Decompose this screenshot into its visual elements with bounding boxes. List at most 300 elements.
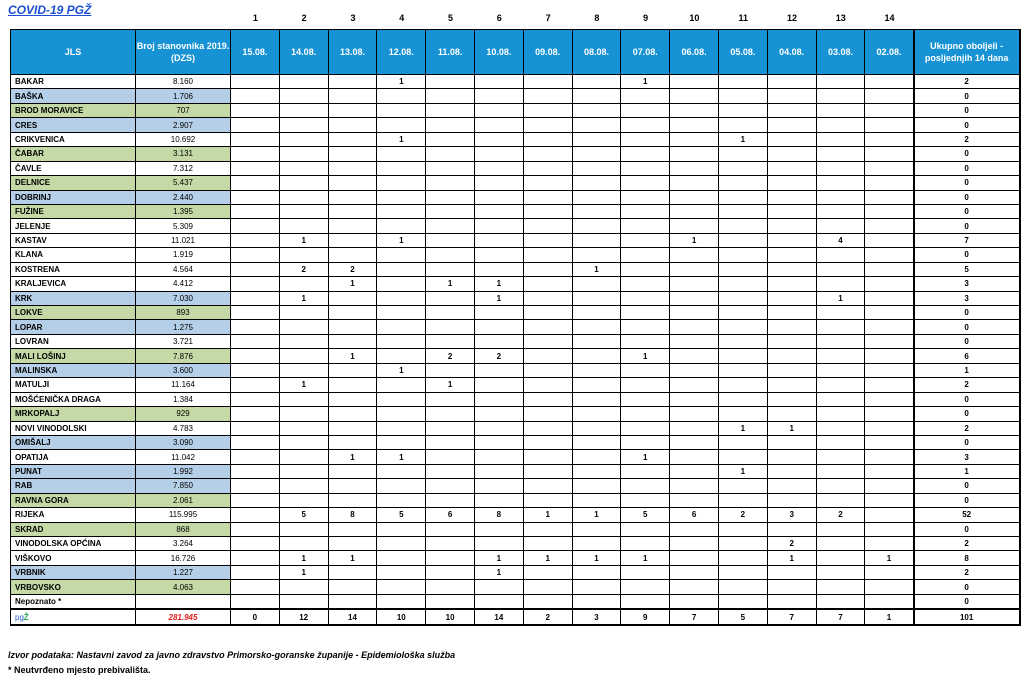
table-row xyxy=(11,421,1020,435)
case-count-cell xyxy=(523,306,572,320)
case-count-cell xyxy=(377,349,426,363)
case-count-cell xyxy=(670,320,719,334)
case-count-cell xyxy=(426,147,475,161)
case-count-cell xyxy=(328,75,377,89)
case-count-cell: 8 xyxy=(474,508,523,522)
case-count-cell xyxy=(231,392,280,406)
table-row xyxy=(11,233,1020,247)
municipality-name: BAŠKA xyxy=(11,89,136,103)
case-count-cell xyxy=(816,522,865,536)
table-row xyxy=(11,75,1020,89)
case-count-cell xyxy=(816,378,865,392)
total-cases-cell: 0 xyxy=(914,306,1020,320)
case-count-cell xyxy=(670,248,719,262)
case-count-cell xyxy=(474,378,523,392)
day-number: 7 xyxy=(545,13,551,23)
case-count-cell xyxy=(523,479,572,493)
case-count-cell xyxy=(816,551,865,565)
case-count-cell xyxy=(377,248,426,262)
case-count-cell xyxy=(377,176,426,190)
date-header: 04.08. xyxy=(767,30,816,75)
case-count-cell: 5 xyxy=(279,508,328,522)
total-cases-cell: 0 xyxy=(914,161,1020,175)
daily-total-cell: 1 xyxy=(865,609,914,625)
case-count-cell: 1 xyxy=(474,291,523,305)
case-count-cell xyxy=(523,320,572,334)
case-count-cell xyxy=(621,190,670,204)
case-count-cell xyxy=(328,378,377,392)
case-count-cell: 5 xyxy=(621,508,670,522)
case-count-cell xyxy=(377,421,426,435)
population-value: 2.440 xyxy=(136,190,231,204)
case-count-cell xyxy=(767,479,816,493)
case-count-cell xyxy=(377,147,426,161)
case-count-cell xyxy=(767,89,816,103)
case-count-cell xyxy=(474,363,523,377)
total-cases-cell: 0 xyxy=(914,103,1020,117)
case-count-cell xyxy=(426,176,475,190)
case-count-cell xyxy=(377,320,426,334)
table-row xyxy=(11,334,1020,348)
daily-total-cell: 9 xyxy=(621,609,670,625)
case-count-cell xyxy=(474,537,523,551)
case-count-cell xyxy=(767,594,816,609)
case-count-cell xyxy=(231,75,280,89)
date-header: 14.08. xyxy=(279,30,328,75)
case-count-cell xyxy=(474,320,523,334)
date-header: 02.08. xyxy=(865,30,914,75)
case-count-cell xyxy=(865,493,914,507)
case-count-cell xyxy=(816,320,865,334)
case-count-cell xyxy=(865,118,914,132)
case-count-cell xyxy=(572,493,621,507)
case-count-cell xyxy=(523,349,572,363)
total-cases-cell: 0 xyxy=(914,594,1020,609)
municipality-name: VRBOVSKO xyxy=(11,580,136,594)
case-count-cell xyxy=(377,334,426,348)
case-count-cell xyxy=(572,204,621,218)
case-count-cell xyxy=(377,190,426,204)
table-row xyxy=(11,161,1020,175)
case-count-cell xyxy=(231,435,280,449)
population-value: 1.919 xyxy=(136,248,231,262)
case-count-cell xyxy=(231,407,280,421)
case-count-cell xyxy=(523,421,572,435)
case-count-cell xyxy=(670,75,719,89)
case-count-cell xyxy=(816,176,865,190)
case-count-cell xyxy=(670,450,719,464)
case-count-cell xyxy=(865,522,914,536)
case-count-cell xyxy=(426,161,475,175)
case-count-cell xyxy=(279,190,328,204)
municipality-name: RIJEKA xyxy=(11,508,136,522)
municipality-name: RAB xyxy=(11,479,136,493)
table-row xyxy=(11,551,1020,565)
case-count-cell xyxy=(621,132,670,146)
table-row xyxy=(11,176,1020,190)
day-number: 6 xyxy=(496,13,502,23)
date-header: 06.08. xyxy=(670,30,719,75)
table-row xyxy=(11,363,1020,377)
case-count-cell xyxy=(718,334,767,348)
case-count-cell xyxy=(474,493,523,507)
case-count-cell xyxy=(231,493,280,507)
case-count-cell xyxy=(474,103,523,117)
total-cases-cell: 0 xyxy=(914,248,1020,262)
case-count-cell xyxy=(474,262,523,276)
population-value: 1.706 xyxy=(136,89,231,103)
case-count-cell xyxy=(621,204,670,218)
case-count-cell xyxy=(377,204,426,218)
case-count-cell xyxy=(279,537,328,551)
case-count-cell xyxy=(865,103,914,117)
case-count-cell xyxy=(572,132,621,146)
case-count-cell xyxy=(279,204,328,218)
case-count-cell xyxy=(328,363,377,377)
table-row xyxy=(11,580,1020,594)
case-count-cell xyxy=(523,334,572,348)
total-cases-cell: 8 xyxy=(914,551,1020,565)
case-count-cell xyxy=(816,537,865,551)
case-count-cell: 3 xyxy=(767,508,816,522)
case-count-cell xyxy=(767,464,816,478)
grand-total-cell: 101 xyxy=(914,609,1020,625)
case-count-cell xyxy=(231,522,280,536)
case-count-cell xyxy=(621,277,670,291)
case-count-cell xyxy=(377,522,426,536)
case-count-cell xyxy=(572,233,621,247)
total-cases-cell: 3 xyxy=(914,277,1020,291)
table-row xyxy=(11,349,1020,363)
case-count-cell xyxy=(328,118,377,132)
case-count-cell xyxy=(670,349,719,363)
case-count-cell xyxy=(816,435,865,449)
date-header: 12.08. xyxy=(377,30,426,75)
day-number: 14 xyxy=(884,13,895,23)
table-row xyxy=(11,118,1020,132)
case-count-cell xyxy=(816,594,865,609)
case-count-cell xyxy=(621,493,670,507)
case-count-cell xyxy=(767,306,816,320)
case-count-cell xyxy=(523,580,572,594)
case-count-cell xyxy=(231,219,280,233)
case-count-cell xyxy=(621,248,670,262)
case-count-cell xyxy=(670,537,719,551)
case-count-cell xyxy=(767,248,816,262)
case-count-cell xyxy=(523,176,572,190)
population-value: 3.600 xyxy=(136,363,231,377)
case-count-cell xyxy=(865,161,914,175)
case-count-cell xyxy=(377,580,426,594)
case-count-cell xyxy=(718,580,767,594)
case-count-cell xyxy=(474,392,523,406)
total-cases-cell: 0 xyxy=(914,334,1020,348)
case-count-cell xyxy=(572,594,621,609)
population-value: 5.309 xyxy=(136,219,231,233)
population-value: 1.992 xyxy=(136,464,231,478)
municipality-name: Nepoznato * xyxy=(11,594,136,609)
case-count-cell xyxy=(767,75,816,89)
total-cases-cell: 0 xyxy=(914,204,1020,218)
case-count-cell xyxy=(328,89,377,103)
case-count-cell xyxy=(426,75,475,89)
case-count-cell xyxy=(572,450,621,464)
case-count-cell xyxy=(670,334,719,348)
daily-total-cell: 14 xyxy=(474,609,523,625)
case-count-cell xyxy=(231,118,280,132)
day-number: 9 xyxy=(643,13,649,23)
case-count-cell xyxy=(865,508,914,522)
case-count-cell xyxy=(621,262,670,276)
case-count-cell xyxy=(523,147,572,161)
case-count-cell xyxy=(572,89,621,103)
case-count-cell: 2 xyxy=(426,349,475,363)
case-count-cell xyxy=(474,161,523,175)
table-row xyxy=(11,147,1020,161)
day-number: 3 xyxy=(350,13,356,23)
case-count-cell xyxy=(865,537,914,551)
case-count-cell xyxy=(328,103,377,117)
table-row xyxy=(11,508,1020,522)
population-value: 11.164 xyxy=(136,378,231,392)
case-count-cell xyxy=(767,262,816,276)
population-value: 1.395 xyxy=(136,204,231,218)
total-cases-cell: 2 xyxy=(914,565,1020,579)
case-count-cell xyxy=(523,407,572,421)
case-count-cell xyxy=(328,594,377,609)
municipality-name: CRIKVENICA xyxy=(11,132,136,146)
case-count-cell xyxy=(426,204,475,218)
case-count-cell xyxy=(523,89,572,103)
case-count-cell xyxy=(718,450,767,464)
case-count-cell xyxy=(865,334,914,348)
case-count-cell xyxy=(718,75,767,89)
case-count-cell: 1 xyxy=(328,277,377,291)
case-count-cell xyxy=(328,176,377,190)
case-count-cell xyxy=(572,407,621,421)
case-count-cell xyxy=(523,118,572,132)
municipality-name: CRES xyxy=(11,118,136,132)
case-count-cell xyxy=(377,161,426,175)
case-count-cell xyxy=(523,291,572,305)
table-row xyxy=(11,464,1020,478)
total-cases-cell: 0 xyxy=(914,118,1020,132)
case-count-cell: 1 xyxy=(572,262,621,276)
case-count-cell: 1 xyxy=(767,421,816,435)
case-count-cell xyxy=(474,190,523,204)
case-count-cell: 1 xyxy=(377,450,426,464)
case-count-cell xyxy=(670,479,719,493)
case-count-cell xyxy=(865,565,914,579)
municipality-name: VIŠKOVO xyxy=(11,551,136,565)
case-count-cell: 1 xyxy=(572,551,621,565)
case-count-cell xyxy=(572,522,621,536)
case-count-cell xyxy=(816,363,865,377)
case-count-cell xyxy=(816,464,865,478)
daily-total-cell: 7 xyxy=(670,609,719,625)
population-value: 929 xyxy=(136,407,231,421)
case-count-cell xyxy=(572,291,621,305)
population-value xyxy=(136,594,231,609)
municipality-name: BAKAR xyxy=(11,75,136,89)
case-count-cell xyxy=(377,493,426,507)
case-count-cell xyxy=(328,233,377,247)
case-count-cell xyxy=(426,132,475,146)
case-count-cell xyxy=(816,392,865,406)
total-cases-cell: 0 xyxy=(914,407,1020,421)
case-count-cell xyxy=(865,262,914,276)
case-count-cell xyxy=(816,450,865,464)
case-count-cell xyxy=(377,219,426,233)
case-count-cell xyxy=(670,291,719,305)
population-value: 7.030 xyxy=(136,291,231,305)
table-row xyxy=(11,594,1020,609)
case-count-cell xyxy=(377,306,426,320)
case-count-cell xyxy=(231,594,280,609)
population-value: 2.061 xyxy=(136,493,231,507)
population-value: 4.564 xyxy=(136,262,231,276)
date-header: 03.08. xyxy=(816,30,865,75)
case-count-cell xyxy=(718,306,767,320)
day-number: 10 xyxy=(689,13,700,23)
daily-total-cell: 7 xyxy=(816,609,865,625)
case-count-cell xyxy=(767,435,816,449)
case-count-cell xyxy=(279,349,328,363)
case-count-cell xyxy=(670,522,719,536)
case-count-cell xyxy=(718,291,767,305)
table-row xyxy=(11,407,1020,421)
case-count-cell xyxy=(767,190,816,204)
case-count-cell xyxy=(572,75,621,89)
municipality-name: JELENJE xyxy=(11,219,136,233)
case-count-cell xyxy=(670,89,719,103)
case-count-cell xyxy=(718,147,767,161)
municipality-name: SKRAD xyxy=(11,522,136,536)
case-count-cell xyxy=(718,479,767,493)
case-count-cell xyxy=(621,565,670,579)
case-count-cell xyxy=(231,363,280,377)
case-count-cell xyxy=(474,580,523,594)
case-count-cell: 1 xyxy=(279,565,328,579)
daily-total-cell: 0 xyxy=(231,609,280,625)
case-count-cell xyxy=(426,435,475,449)
case-count-cell xyxy=(328,291,377,305)
case-count-cell xyxy=(621,334,670,348)
population-value: 115.995 xyxy=(136,508,231,522)
case-count-cell xyxy=(718,407,767,421)
case-count-cell xyxy=(621,363,670,377)
case-count-cell xyxy=(718,118,767,132)
day-number: 8 xyxy=(594,13,600,23)
case-count-cell xyxy=(328,493,377,507)
case-count-cell xyxy=(523,435,572,449)
case-count-cell xyxy=(718,522,767,536)
case-count-cell: 1 xyxy=(279,378,328,392)
case-count-cell xyxy=(377,277,426,291)
case-count-cell xyxy=(865,233,914,247)
case-count-cell: 1 xyxy=(377,233,426,247)
case-count-cell: 1 xyxy=(377,75,426,89)
total-cases-cell: 2 xyxy=(914,378,1020,392)
case-count-cell xyxy=(621,118,670,132)
case-count-cell xyxy=(767,320,816,334)
case-count-cell xyxy=(670,493,719,507)
date-header: 05.08. xyxy=(718,30,767,75)
case-count-cell: 5 xyxy=(377,508,426,522)
municipality-name: MALI LOŠINJ xyxy=(11,349,136,363)
population-value: 11.021 xyxy=(136,233,231,247)
case-count-cell xyxy=(718,594,767,609)
day-number: 2 xyxy=(301,13,307,23)
total-header: Ukupno oboljeli - posljednjih 14 dana xyxy=(914,30,1020,75)
population-value: 707 xyxy=(136,103,231,117)
case-count-cell xyxy=(523,522,572,536)
case-count-cell xyxy=(328,407,377,421)
case-count-cell xyxy=(865,277,914,291)
case-count-cell xyxy=(816,103,865,117)
case-count-cell xyxy=(377,479,426,493)
daily-total-cell: 2 xyxy=(523,609,572,625)
municipality-name: BROD MORAVICE xyxy=(11,103,136,117)
total-cases-cell: 6 xyxy=(914,349,1020,363)
case-count-cell xyxy=(328,132,377,146)
case-count-cell xyxy=(523,103,572,117)
case-count-cell: 1 xyxy=(279,551,328,565)
case-count-cell xyxy=(377,118,426,132)
case-count-cell xyxy=(426,233,475,247)
case-count-cell xyxy=(816,89,865,103)
total-cases-cell: 0 xyxy=(914,493,1020,507)
case-count-cell xyxy=(231,320,280,334)
daily-total-cell: 10 xyxy=(426,609,475,625)
date-header: 11.08. xyxy=(426,30,475,75)
case-count-cell xyxy=(328,565,377,579)
case-count-cell xyxy=(816,204,865,218)
case-count-cell xyxy=(279,103,328,117)
case-count-cell xyxy=(231,291,280,305)
case-count-cell xyxy=(231,508,280,522)
case-count-cell: 1 xyxy=(670,233,719,247)
case-count-cell xyxy=(377,262,426,276)
case-count-cell xyxy=(231,421,280,435)
case-count-cell xyxy=(767,580,816,594)
case-count-cell xyxy=(670,594,719,609)
daily-total-cell: 5 xyxy=(718,609,767,625)
case-count-cell: 1 xyxy=(865,551,914,565)
case-count-cell: 2 xyxy=(279,262,328,276)
case-count-cell xyxy=(426,219,475,233)
case-count-cell xyxy=(572,161,621,175)
case-count-cell xyxy=(621,233,670,247)
case-count-cell xyxy=(426,551,475,565)
case-count-cell xyxy=(474,421,523,435)
total-cases-cell: 0 xyxy=(914,219,1020,233)
population-value: 8.160 xyxy=(136,75,231,89)
case-count-cell xyxy=(523,262,572,276)
case-count-cell xyxy=(279,320,328,334)
total-cases-cell: 52 xyxy=(914,508,1020,522)
case-count-cell xyxy=(670,378,719,392)
case-count-cell: 6 xyxy=(670,508,719,522)
case-count-cell xyxy=(865,219,914,233)
case-count-cell xyxy=(279,580,328,594)
date-header: 07.08. xyxy=(621,30,670,75)
case-count-cell xyxy=(328,306,377,320)
page-title[interactable]: COVID-19 PGŽ xyxy=(8,3,92,17)
case-count-cell xyxy=(865,464,914,478)
case-count-cell xyxy=(767,147,816,161)
case-count-cell xyxy=(474,89,523,103)
